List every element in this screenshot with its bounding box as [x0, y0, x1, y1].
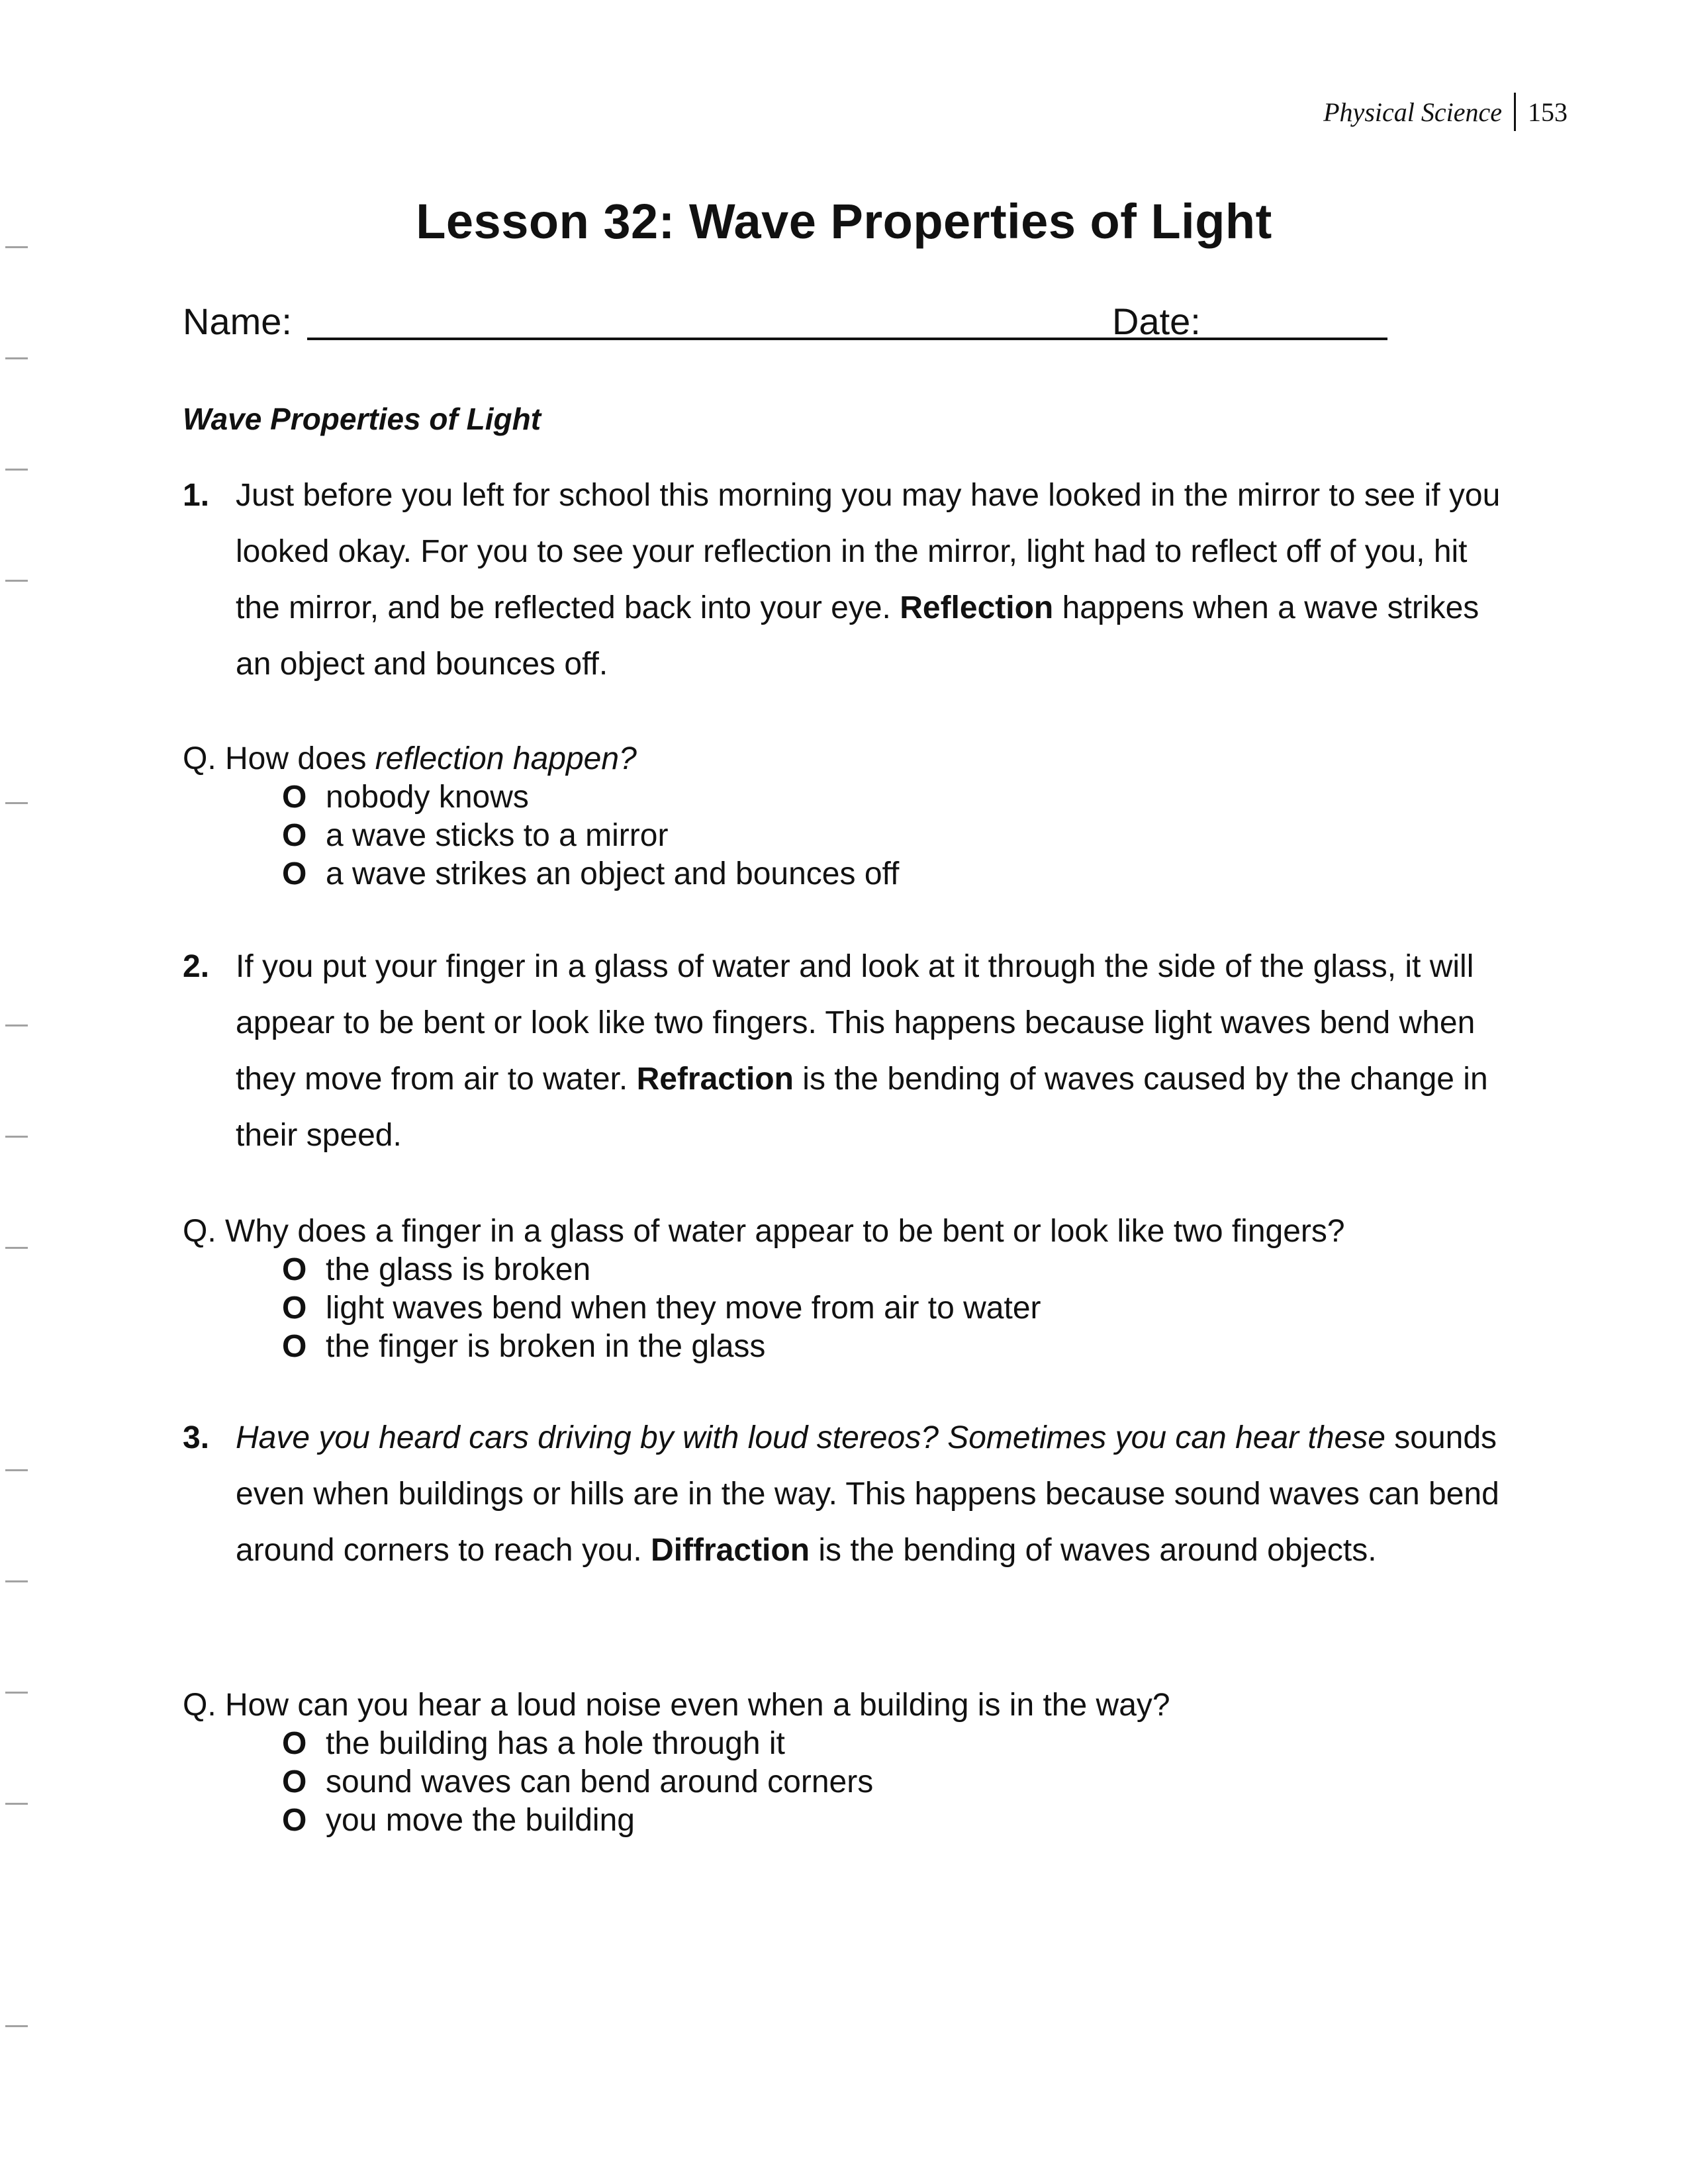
reading-item — [183, 467, 1513, 692]
item-text-italic: Have you heard cars driving by with loud stereos? Sometimes you can hear these — [236, 1420, 1385, 1455]
answer-label: sound waves can bend around corners — [326, 1764, 874, 1799]
answer-options — [282, 1725, 1513, 1840]
radio-circle-icon[interactable]: O — [282, 1329, 307, 1364]
page-header — [1323, 93, 1568, 131]
item-number: 2. — [183, 949, 210, 984]
margin-mark — [5, 1803, 28, 1805]
name-label: Name: — [183, 300, 292, 342]
section-heading: Wave Properties of Light — [183, 402, 541, 436]
answer-label: the glass is broken — [326, 1252, 591, 1287]
answer-options — [282, 1251, 1513, 1366]
answer-option[interactable] — [282, 1801, 1513, 1840]
question-text-part: Q. How does — [183, 741, 375, 776]
margin-mark — [5, 357, 28, 359]
item-number: 1. — [183, 478, 210, 513]
margin-mark — [5, 2025, 28, 2027]
date-field[interactable] — [1211, 338, 1387, 340]
margin-mark — [5, 1469, 28, 1471]
date-label: Date: — [1112, 300, 1201, 342]
margin-mark — [5, 469, 28, 471]
question-text — [183, 1686, 1513, 1725]
header-subject: Physical Science — [1323, 97, 1502, 127]
answer-option[interactable] — [282, 1289, 1513, 1328]
margin-mark — [5, 802, 28, 804]
radio-circle-icon[interactable]: O — [282, 1726, 307, 1761]
item-text-part: Just before you left for school this morning you may have looked in the mirror to see if you looked okay. For you to see your reflection in the mirror, light had to reflect off of you, hit the mirror, and be reflected back into your eye. — [236, 478, 1501, 625]
margin-mark — [5, 1024, 28, 1026]
key-term: Reflection — [900, 590, 1054, 625]
answer-label: a wave strikes an object and bounces off — [326, 856, 900, 891]
page-number: 153 — [1528, 97, 1568, 127]
answer-option[interactable] — [282, 1251, 1513, 1289]
radio-circle-icon[interactable]: O — [282, 856, 307, 891]
question-text — [183, 740, 1513, 778]
margin-mark — [5, 1692, 28, 1694]
radio-circle-icon[interactable]: O — [282, 780, 307, 815]
question-text-part: Q. How can you hear a loud noise even when a building is in the way? — [183, 1688, 1170, 1723]
page-title: Lesson 32: Wave Properties of Light — [416, 194, 1272, 249]
item-text — [236, 467, 1513, 692]
answer-option[interactable] — [282, 855, 1513, 893]
answer-label: the finger is broken in the glass — [326, 1329, 766, 1364]
answer-label: the building has a hole through it — [326, 1726, 785, 1761]
answer-option[interactable] — [282, 1725, 1513, 1763]
name-date-row — [183, 296, 1407, 349]
answer-options — [282, 778, 1513, 893]
key-term: Refraction — [636, 1062, 794, 1097]
radio-circle-icon[interactable]: O — [282, 1252, 307, 1287]
radio-circle-icon[interactable]: O — [282, 818, 307, 853]
header-divider — [1514, 93, 1516, 131]
answer-option[interactable] — [282, 817, 1513, 855]
answer-label: light waves bend when they move from air to water — [326, 1291, 1041, 1326]
item-number: 3. — [183, 1420, 210, 1455]
margin-mark — [5, 1247, 28, 1249]
answer-option[interactable] — [282, 778, 1513, 817]
radio-circle-icon[interactable]: O — [282, 1291, 307, 1326]
question-block — [183, 740, 1513, 893]
radio-circle-icon[interactable]: O — [282, 1803, 307, 1838]
item-text-part: sounds even when buildings or hills are in the way. This happens because sound waves can bend around corners to reach you. — [236, 1420, 1499, 1568]
question-text-italic: reflection happen? — [375, 741, 637, 776]
key-term: Diffraction — [651, 1533, 810, 1568]
item-text-part: is the bending of waves caused by the change in their speed. — [236, 1062, 1488, 1153]
question-text — [183, 1212, 1513, 1251]
reading-item — [183, 1410, 1513, 1578]
answer-option[interactable] — [282, 1763, 1513, 1801]
item-text — [236, 938, 1513, 1163]
item-text-part: happens when a wave strikes an object and bounces off. — [236, 590, 1479, 682]
question-block — [183, 1686, 1513, 1840]
margin-mark — [5, 1580, 28, 1582]
item-text-part: is the bending of waves around objects. — [810, 1533, 1377, 1568]
answer-option[interactable] — [282, 1328, 1513, 1366]
answer-label: a wave sticks to a mirror — [326, 818, 669, 853]
answer-label: you move the building — [326, 1803, 635, 1838]
answer-label: nobody knows — [326, 780, 529, 815]
reading-item — [183, 938, 1513, 1163]
margin-mark — [5, 580, 28, 582]
margin-mark — [5, 1136, 28, 1138]
item-text-part: If you put your finger in a glass of water and look at it through the side of the glass, it will appear to be bent or look like two fingers. This happens because light waves bend when they move from air to water. — [236, 949, 1476, 1097]
question-text-part: Q. Why does a finger in a glass of water appear to be bent or look like two fingers? — [183, 1214, 1345, 1249]
item-text — [236, 1410, 1513, 1578]
name-field[interactable] — [307, 338, 1241, 340]
radio-circle-icon[interactable]: O — [282, 1764, 307, 1799]
question-block — [183, 1212, 1513, 1366]
